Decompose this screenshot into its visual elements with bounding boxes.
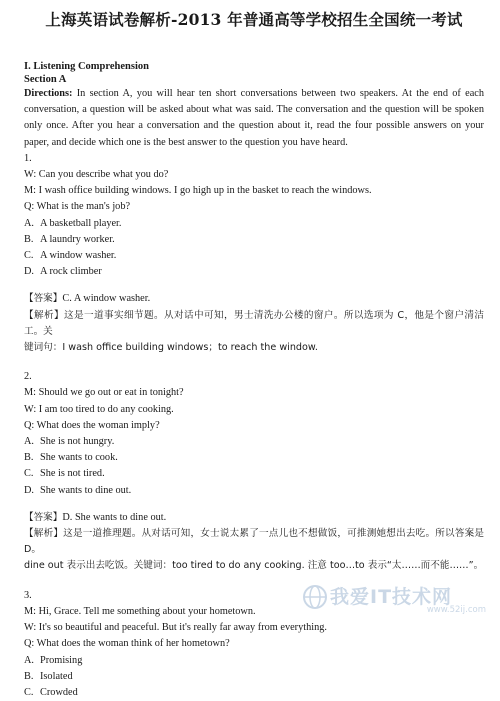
option-letter: B. bbox=[24, 452, 34, 464]
question-1 bbox=[24, 151, 484, 356]
directions-paragraph bbox=[24, 86, 484, 151]
question-number: 1. bbox=[24, 152, 32, 164]
analysis-text: 这是一道事实细节题。从对话中可知，男士清洗办公楼的窗户。所以选项为 C，他是个窗户清洁工。关 bbox=[24, 309, 485, 337]
option-a bbox=[24, 434, 484, 450]
analysis-text: 键词句：I wash office building windows；to reach the window. bbox=[24, 342, 318, 354]
option-letter: D. bbox=[24, 484, 35, 496]
option-text: Isolated bbox=[40, 670, 73, 682]
option-text: A laundry worker. bbox=[40, 233, 115, 245]
option-text: Promising bbox=[40, 654, 83, 666]
section-heading: Section A bbox=[24, 74, 67, 85]
analysis-tag: 【解析】 bbox=[24, 528, 64, 540]
answer-line bbox=[24, 510, 484, 526]
option-letter: C. bbox=[24, 686, 34, 698]
option-b bbox=[24, 232, 484, 248]
option-a bbox=[24, 653, 484, 669]
document-title: 上海英语试卷解析-2013 年普通高等学校招生全国统一考试 bbox=[45, 10, 463, 29]
dialogue-line: M: Hi, Grace. Tell me something about your hometown. bbox=[24, 605, 256, 617]
option-text: She is not tired. bbox=[40, 468, 105, 480]
answer-tag: 【答案】 bbox=[24, 511, 63, 523]
analysis-text: dine out 表示出去吃饭。关键词：too tired to do any cooking. 注意 too…to 表示“太……而不能……”。 bbox=[24, 560, 484, 572]
option-text: A window washer. bbox=[40, 250, 117, 262]
option-b bbox=[24, 450, 484, 466]
answer-text: C. A window washer. bbox=[62, 293, 151, 305]
directions-text: In section A, you will hear ten short conversations between two speakers. At the end of each conversation, a question will be asked about what was said. The conversation and the question will be spoken only once. After you hear a conversation and the question about it, read the four possible answers on your paper, and decide which one is the best answer to the question you have heard. bbox=[24, 88, 484, 148]
option-text: She wants to cook. bbox=[40, 452, 118, 464]
analysis-line bbox=[24, 340, 484, 356]
option-letter: C. bbox=[24, 468, 34, 480]
option-text: Crowded bbox=[40, 686, 78, 698]
dialogue-line: W: It's so beautiful and peaceful. But it's really far away from everything. bbox=[24, 622, 327, 634]
analysis-tag: 【解析】 bbox=[24, 309, 64, 321]
question-2 bbox=[24, 369, 484, 574]
part-heading: I. Listening Comprehension bbox=[24, 61, 149, 72]
question-text: Q: What is the man's job? bbox=[24, 201, 131, 213]
answer-tag: 【答案】 bbox=[24, 293, 63, 305]
option-d bbox=[24, 483, 484, 499]
dialogue-line: M: Should we go out or eat in tonight? bbox=[24, 387, 184, 399]
option-letter: D. bbox=[24, 266, 35, 278]
option-c bbox=[24, 685, 484, 701]
analysis-line bbox=[24, 308, 484, 340]
option-c bbox=[24, 466, 484, 482]
dialogue-line: W: Can you describe what you do? bbox=[24, 169, 169, 181]
option-letter: A. bbox=[24, 217, 35, 229]
option-text: She wants to dine out. bbox=[40, 484, 132, 496]
option-letter: A. bbox=[24, 436, 35, 448]
option-letter: B. bbox=[24, 670, 34, 682]
option-c bbox=[24, 248, 484, 264]
analysis-line bbox=[24, 558, 484, 574]
question-number: 3. bbox=[24, 589, 32, 601]
dialogue-line: M: I wash office building windows. I go high up in the basket to reach the windows. bbox=[24, 185, 372, 197]
answer-text: D. She wants to dine out. bbox=[62, 511, 167, 523]
option-text: A basketball player. bbox=[40, 217, 122, 229]
question-number: 2. bbox=[24, 371, 32, 383]
analysis-line bbox=[24, 526, 484, 558]
option-letter: A. bbox=[24, 654, 35, 666]
question-3 bbox=[24, 588, 484, 701]
watermark-url: www.52ij.com bbox=[426, 605, 486, 615]
option-letter: C. bbox=[24, 250, 34, 262]
option-text: She is not hungry. bbox=[40, 436, 115, 448]
question-text: Q: What does the woman think of her hometown? bbox=[24, 638, 230, 650]
analysis-text: 这是一道推理题。从对话可知，女士说太累了一点儿也不想做饭，可推测她想出去吃。所以答案是 D。 bbox=[24, 528, 485, 556]
watermark-name: 我爱IT技术网 bbox=[330, 586, 453, 608]
option-text: A rock climber bbox=[40, 266, 102, 278]
dialogue-line: W: I am too tired to do any cooking. bbox=[24, 403, 174, 415]
option-d bbox=[24, 264, 484, 280]
question-text: Q: What does the woman imply? bbox=[24, 419, 160, 431]
directions-label: Directions: bbox=[24, 88, 73, 99]
option-letter: B. bbox=[24, 233, 34, 245]
option-a bbox=[24, 216, 484, 232]
option-b bbox=[24, 669, 484, 685]
answer-line bbox=[24, 291, 484, 307]
